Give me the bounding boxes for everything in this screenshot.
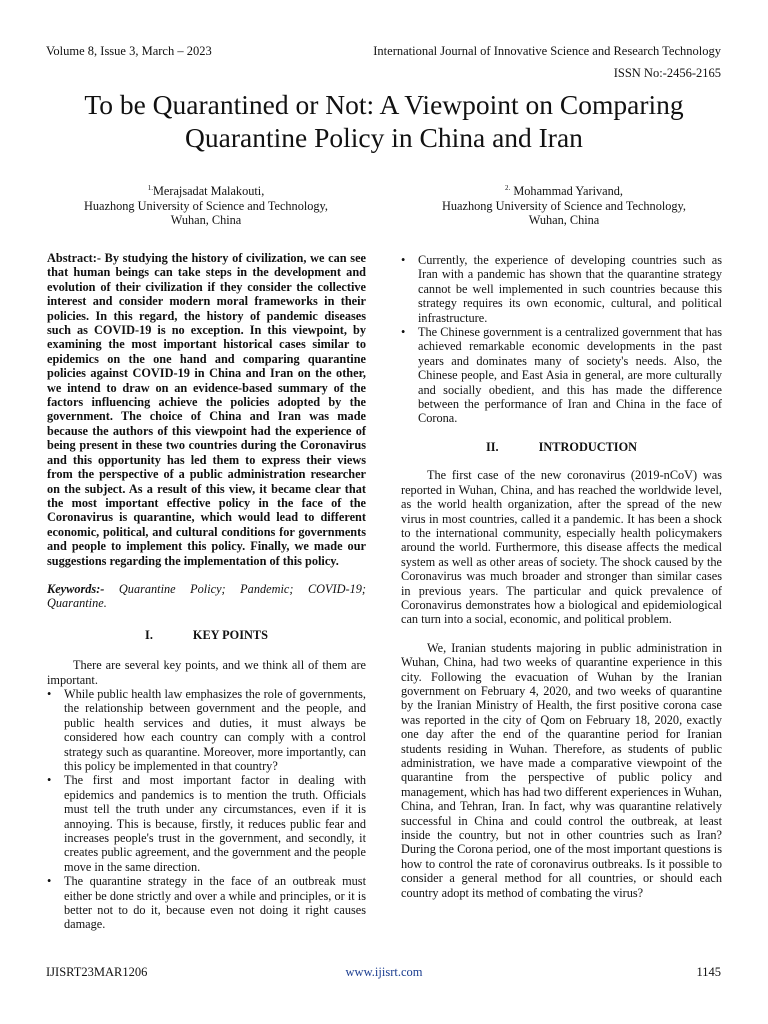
section-heading-introduction [401, 440, 722, 454]
section-number: I. [145, 627, 153, 642]
author-affiliation: Huazhong University of Science and Technology, [84, 198, 328, 213]
footer-article-id: IJISRT23MAR1206 [46, 965, 148, 979]
footer-website-link[interactable]: www.ijisrt.com [345, 965, 423, 979]
section-number: II. [485, 439, 499, 454]
author-marker: 1. [147, 184, 153, 192]
header-journal: International Journal of Innovative Science and Research Technology [373, 44, 721, 58]
author-location: Wuhan, China [528, 213, 600, 228]
key-points-list [47, 687, 366, 932]
footer-page-number: 1145 [696, 965, 721, 979]
keywords [47, 582, 366, 611]
intro-paragraph: We, Iranian students majoring in public administration in Wuhan, China, had two weeks of quarantine experience in this city. Following the evacuation of Wuhan by the Iranian government on February 4, 2020, and two weeks of quarantine by the Iranian Ministry of Health, the first positive corona case was reported in the city of Qom on February 18, 2020, exactly one day after the end of the quarantine period for Iranian students residing in Wuhan. Therefore, as students of public administration, we have made a comparative viewpoint of the quarantine from the perspective of public policy and management, which has had two different experiences in Wuhan, China, and Tehran, Iran. In fact, why was quarantine relatively successful in China and could control the outbreak, at least inside the country, but not in other countries such as Iran? During the Corona period, one of the most important questions is how to control the rate of coronavirus outbreaks. Is it possible to consider a general method for all countries, or should each country adopt its method of combating the virus? [401, 640, 722, 900]
key-point-item: • While public health law emphasizes the role of governments, the relationship between government and the people, and public health services and duties, it must always be considered how each country can comply with a control strategy such as quarantine. Moreover, more importantly, can this policy be implemented in that country? [47, 687, 366, 773]
intro-paragraph: The first case of the new coronavirus (2019-nCoV) was reported in Wuhan, China, and has reached the worldwide level, as the world health organization, after the spread of the new virus in most countries, called it a pandemic. It has been a shock to the international community, especially health policymakers around the world. Furthermore, this disease affects the medical system as well as other areas of society. The shock caused by the Coronavirus was much broader and stronger than similar cases in previous years. The particular and quick prevalence of Coronavirus demonstrates how a biological and epidemiological can turn into a social, economic, and political problem. [401, 468, 722, 627]
author-1 [56, 181, 356, 228]
right-column [401, 253, 722, 900]
key-point-item: • The Chinese government is a centralized government that has achieved remarkable economic developments in the past years and dominates many of society's needs. Also, the Chinese people, and East Asia in general, are more culturally and socially obedient, and this has made the difference between the performance of Iran and China in the face of Corona. [401, 325, 722, 426]
author-location: Wuhan, China [170, 213, 242, 228]
abstract: Abstract:- By studying the history of civilization, we can see that human beings can take steps in the development and evolution of their civilization if they consider the collective interest and consider modern moral frameworks in their policies. In this regard, the history of pandemic diseases such as COVID-19 is no exception. In this viewpoint, by examining the most important historical cases similar to epidemics on the one hand and comparing quarantine policies against COVID-19 in China and Iran on the other, we intend to draw on an evidence-based summary of the factors influencing achieve the policies adopted by the government. The choice of China and Iran was made because the authors of this viewpoint had the experience of being present in these two countries during the Coronavirus and this opportunity has led them to express their views from the perspective of a public administration researcher on the subject. As a result of this view, it became clear that the most important effective policy in the face of the Coronavirus is quarantine, which would lead to different economic, political, and cultural conditions for governments and people to implement this policy. Finally, we made our suggestions regarding the implementation of this policy. [47, 251, 366, 568]
author-marker: 2. [505, 184, 511, 192]
keywords-text: Quarantine Policy; Pandemic; COVID-19; Quarantine. [47, 581, 367, 611]
keywords-label: Keywords:- [47, 581, 105, 596]
key-points-list-continued [401, 253, 722, 426]
section-heading-key-points [47, 628, 366, 642]
key-point-item: • The first and most important factor in dealing with epidemics and pandemics is to mention the truth. Officials must tell the truth under any circumstances, even if it is annoying. This is because, firstly, it reduces public fear and increases people's trust in the government, and secondly, it creates public agreement, and the government and the people move in the same direction. [47, 773, 366, 874]
key-point-item: • Currently, the experience of developing countries such as Iran with a pandemic has shown that the quarantine strategy cannot be well implemented in such countries because this strategy requires its own economic, cultural, and political infrastructure. [401, 253, 722, 325]
paper-title: To be Quarantined or Not: A Viewpoint on Comparing Quarantine Policy in China and Iran [84, 89, 684, 153]
author-2 [414, 181, 714, 228]
section-title: KEY POINTS [192, 627, 268, 642]
left-column [47, 251, 366, 932]
author-name: Mohammad Yarivand, [513, 184, 623, 199]
key-point-item: • The quarantine strategy in the face of an outbreak must either be done strictly and over a while and principles, or it is better not to do it, because even not doing it right causes damage. [47, 874, 366, 932]
header-issn: ISSN No:-2456-2165 [613, 66, 721, 80]
section-title: INTRODUCTION [538, 439, 638, 454]
key-points-intro: There are several key points, and we think all of them are important. [47, 658, 366, 687]
author-affiliation: Huazhong University of Science and Technology, [442, 198, 686, 213]
author-name: Merajsadat Malakouti, [152, 184, 265, 199]
header-volume: Volume 8, Issue 3, March – 2023 [46, 44, 212, 58]
